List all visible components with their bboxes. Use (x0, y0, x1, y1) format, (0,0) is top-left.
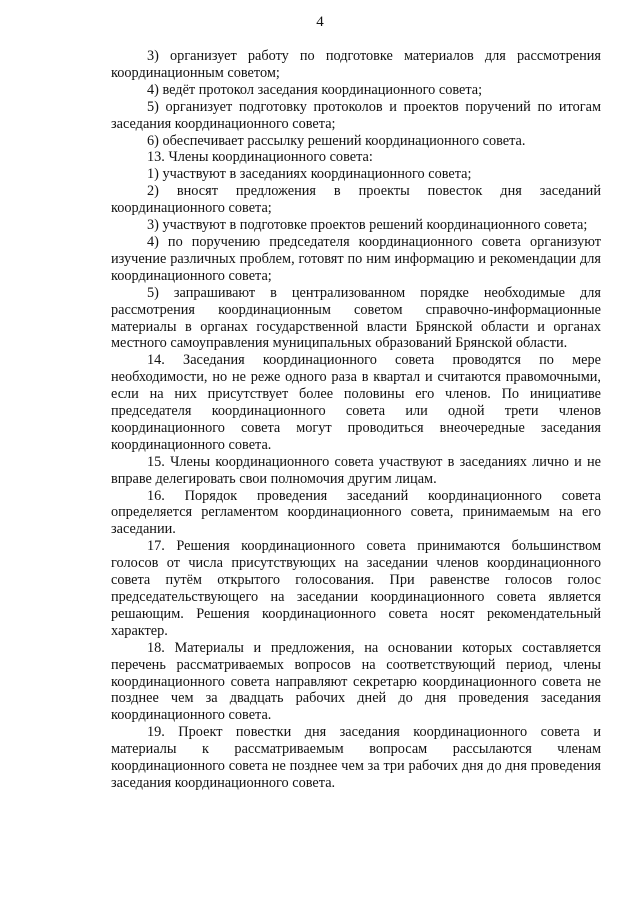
paragraph-19-agenda: 19. Проект повестки дня заседания координационного совета и материалы к рассматриваемым вопросам рассылаются членам координационного совета не позднее чем за три рабочих дня до дня проведения заседания координационного совета. (111, 724, 601, 791)
paragraph-13-heading: 13. Члены координационного совета: (147, 149, 373, 166)
paragraph-4-keeps-minutes: 4) ведёт протокол заседания координационного совета; (147, 81, 483, 98)
paragraph-14-meetings: 14. Заседания координационного совета проводятся по мере необходимости, но не реже одного раза в квартал и считаются правомочными, если на них присутствует более половины его членов. По инициативе председателя координационного совета или одной трети членов координационного совета могут проводиться внеочередные заседания координационного совета. (111, 352, 601, 453)
paragraph-18-materials-proposals: 18. Материалы и предложения, на основании которых составляется перечень рассматриваемых вопросов на соответствующий период, члены координационного совета направляют секретарю координационного совета не позднее чем за двадцать рабочих дней до дня проведения заседания координационного совета. (111, 639, 601, 724)
paragraph-5-prepares-protocols: 5) организует подготовку протоколов и проектов поручений по итогам заседания координационного совета; (111, 98, 601, 132)
paragraph-13-1-participate: 1) участвуют в заседаниях координационного совета; (147, 166, 472, 183)
paragraph-13-5-request-materials: 5) запрашивают в централизованном порядке необходимые для рассмотрения координационным советом справочно-информационные материалы в органах государственной власти Брянской области и органах местного самоуправления муниципальных образований Брянской области. (111, 284, 601, 352)
paragraph-17-decisions: 17. Решения координационного совета принимаются большинством голосов от числа присутствующих на заседании членов координационного совета путём открытого голосования. При равенстве голосов голос председательствующего на заседании координационного совета является решающим. Решения координационного совета носят рекомендательный характер. (111, 538, 601, 639)
paragraph-6-distributes-decisions: 6) обеспечивает рассылку решений координационного совета. (147, 132, 526, 149)
paragraph-3-organizes-materials: 3) организует работу по подготовке материалов для рассмотрения координационным советом; (111, 48, 601, 81)
paragraph-13-4-study-problems: 4) по поручению председателя координационного совета организуют изучение различных проблем, готовят по ним информацию и рекомендации для координационного совета; (111, 233, 601, 284)
document-body (111, 48, 601, 792)
paragraph-15-personal-participation: 15. Члены координационного совета участвуют в заседаниях лично и не вправе делегировать свои полномочия другим лицам. (111, 453, 601, 487)
paragraph-16-procedure: 16. Порядок проведения заседаний координационного совета определяется регламентом координационного совета, принимаемым на его заседании. (111, 487, 601, 538)
paragraph-13-2-proposals: 2) вносят предложения в проекты повесток дня заседаний координационного совета; (111, 183, 601, 217)
page-number: 4 (316, 14, 324, 30)
paragraph-13-3-draft-decisions: 3) участвуют в подготовке проектов решений координационного совета; (147, 217, 588, 234)
